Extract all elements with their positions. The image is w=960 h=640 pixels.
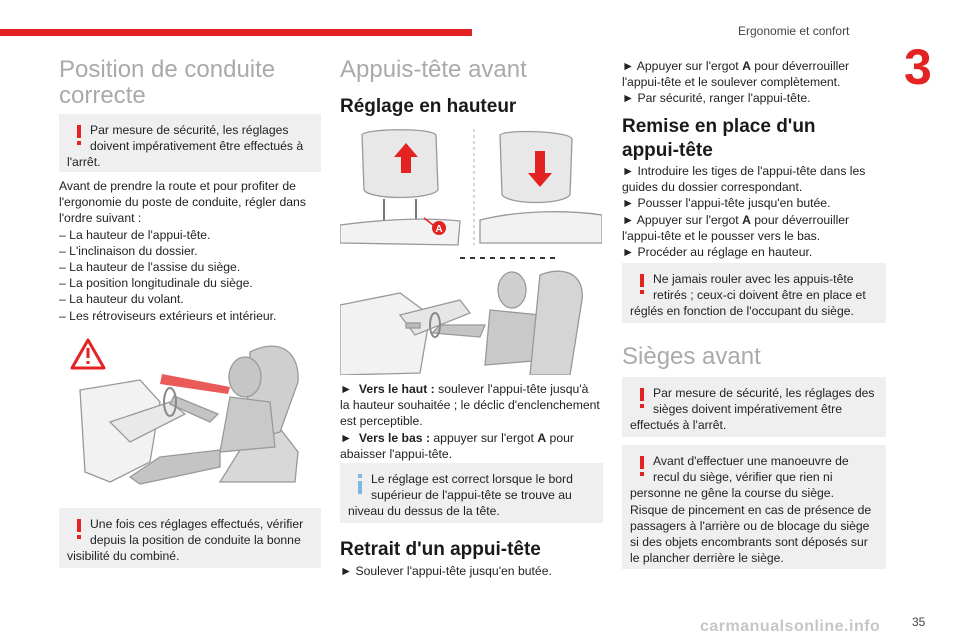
- text-line: si des objets encombrants sont déposés sur: [630, 535, 868, 550]
- chapter-number: 3: [904, 39, 932, 95]
- subtitle-remise-en-place: [622, 115, 816, 163]
- step-text: appuyer sur l'ergot: [430, 430, 538, 445]
- step-text: pour: [546, 430, 574, 445]
- text-line: l'appui-tête et le pousser vers le bas.: [622, 228, 821, 243]
- list-item: – La hauteur de l'assise du siège.: [59, 260, 241, 275]
- ergot-label: A: [537, 430, 547, 445]
- arrow-icon: ►: [340, 430, 353, 445]
- step-label: Vers le bas :: [358, 430, 430, 445]
- text-run: pour déverrouiller: [750, 59, 850, 73]
- text-line: le plancher derrière le siège.: [630, 551, 784, 566]
- text-line: Ne jamais rouler avec les appuis-tête: [653, 272, 854, 286]
- warning-box: [622, 445, 886, 569]
- remise-steps: [622, 163, 865, 260]
- text-line: l'ergonomie du poste de conduite, régler dans: [59, 195, 306, 210]
- text-line: ► Pousser l'appui-tête jusqu'en butée.: [622, 196, 831, 211]
- list-item: – L'inclinaison du dossier.: [59, 243, 198, 258]
- text-run: pour déverrouiller: [750, 212, 850, 227]
- text-line: niveau du dessus de la tête.: [348, 504, 500, 519]
- text-line: la hauteur souhaitée ; le déclic d'enclenchement: [340, 398, 600, 413]
- ergot-label: A: [742, 212, 751, 227]
- text-line: l'ordre suivant :: [59, 211, 142, 226]
- step-down: [340, 430, 600, 446]
- text-line: ► Procéder au réglage en hauteur.: [622, 245, 813, 260]
- body-text: [59, 178, 306, 324]
- text-line: personne ne gêne la course du siège.: [630, 486, 834, 501]
- list-item: – Les rétroviseurs extérieurs et intérieur.: [59, 308, 277, 323]
- text-line: Une fois ces réglages effectués, vérifier: [90, 517, 304, 531]
- text-line: depuis la position de conduite la bonne: [90, 533, 301, 548]
- text-line: ► Par sécurité, ranger l'appui-tête.: [622, 91, 811, 106]
- warning-exclamation-icon: [636, 273, 648, 295]
- text-line: doivent impérativement être effectués à: [90, 139, 304, 154]
- warning-exclamation-icon: [636, 455, 648, 477]
- title-appuis-tete: Appuis-tête avant: [340, 56, 527, 83]
- text-line: est perceptible.: [340, 414, 423, 429]
- warning-box: [622, 263, 886, 323]
- text-run: ► Appuyer sur l'ergot: [622, 59, 743, 73]
- text-line: Le réglage est correct lorsque le bord: [371, 472, 573, 486]
- warning-box: [59, 114, 321, 172]
- text-line: Avant de prendre la route et pour profiter de: [59, 179, 296, 193]
- text-line: [622, 58, 849, 74]
- text-line: l'arrêt.: [67, 155, 101, 170]
- text-line: ► Introduire les tiges de l'appui-tête dans les: [622, 164, 866, 178]
- text-line: Par mesure de sécurité, les réglages: [90, 123, 289, 137]
- warning-box: [59, 508, 321, 568]
- text-line: réglés en fonction de l'occupant du siège.: [630, 304, 854, 319]
- info-icon: [354, 473, 366, 495]
- list-item: – La position longitudinale du siège.: [59, 276, 253, 291]
- height-steps: [340, 381, 600, 462]
- subtitle-reglage-hauteur: Réglage en hauteur: [340, 96, 517, 117]
- ergot-label: A: [742, 59, 751, 73]
- text-line: [622, 212, 865, 228]
- step-up: [340, 381, 600, 397]
- text-line: recul du siège, vérifier que rien ni: [653, 470, 833, 485]
- page-number: 35: [912, 615, 926, 629]
- subtitle-retrait: Retrait d'un appui-tête: [340, 539, 541, 560]
- list-item: – La hauteur de l'appui-tête.: [59, 227, 211, 242]
- text-line: l'appui-tête et le soulever complètement.: [622, 75, 841, 90]
- text-line: supérieur de l'appui-tête se trouve au: [371, 488, 572, 503]
- text-line: Risque de pincement en cas de présence de: [630, 502, 872, 517]
- title-line: Remise en place d'un: [622, 116, 816, 137]
- header-red-bar: [0, 29, 472, 36]
- info-box: [340, 463, 603, 523]
- title-line: correcte: [59, 82, 146, 109]
- warning-exclamation-icon: [73, 124, 85, 146]
- title-line: appui-tête: [622, 140, 713, 161]
- list-item: – La hauteur du volant.: [59, 292, 184, 307]
- title-position-conduite: [59, 57, 275, 109]
- text-line: Avant d'effectuer une manoeuvre de: [653, 454, 849, 468]
- text-line: abaisser l'appui-tête.: [340, 446, 453, 461]
- warning-exclamation-icon: [73, 518, 85, 540]
- text-line: sièges doivent impérativement être: [653, 402, 843, 417]
- text-line: Par mesure de sécurité, les réglages des: [653, 386, 875, 400]
- warning-exclamation-icon: [636, 387, 648, 409]
- text-line: retirés ; ceux-ci doivent être en place et: [653, 288, 866, 303]
- text-line: guides du dossier correspondant.: [622, 180, 803, 195]
- text-run: ► Appuyer sur l'ergot: [622, 212, 743, 227]
- driving-position-illustration: [70, 332, 306, 492]
- warning-box: [622, 377, 886, 437]
- title-line: Position de conduite: [59, 56, 276, 83]
- text-line: visibilité du combiné.: [67, 549, 180, 564]
- step-text: soulever l'appui-tête jusqu'à: [434, 382, 589, 396]
- headrest-adjust-illustration: [340, 125, 602, 375]
- retrait-continued: [622, 58, 849, 107]
- watermark: carmanualsonline.info: [700, 618, 881, 635]
- step-label: Vers le haut :: [358, 382, 435, 396]
- text-line: ► Soulever l'appui-tête jusqu'en butée.: [340, 564, 552, 578]
- running-header: Ergonomie et confort: [738, 24, 850, 38]
- callout-label-a: A: [435, 224, 443, 235]
- text-line: passagers à l'arrière ou de blocage du siège: [630, 518, 870, 533]
- text-line: effectués à l'arrêt.: [630, 418, 727, 433]
- arrow-icon: ►: [340, 382, 353, 396]
- title-sieges-avant: Sièges avant: [622, 343, 761, 370]
